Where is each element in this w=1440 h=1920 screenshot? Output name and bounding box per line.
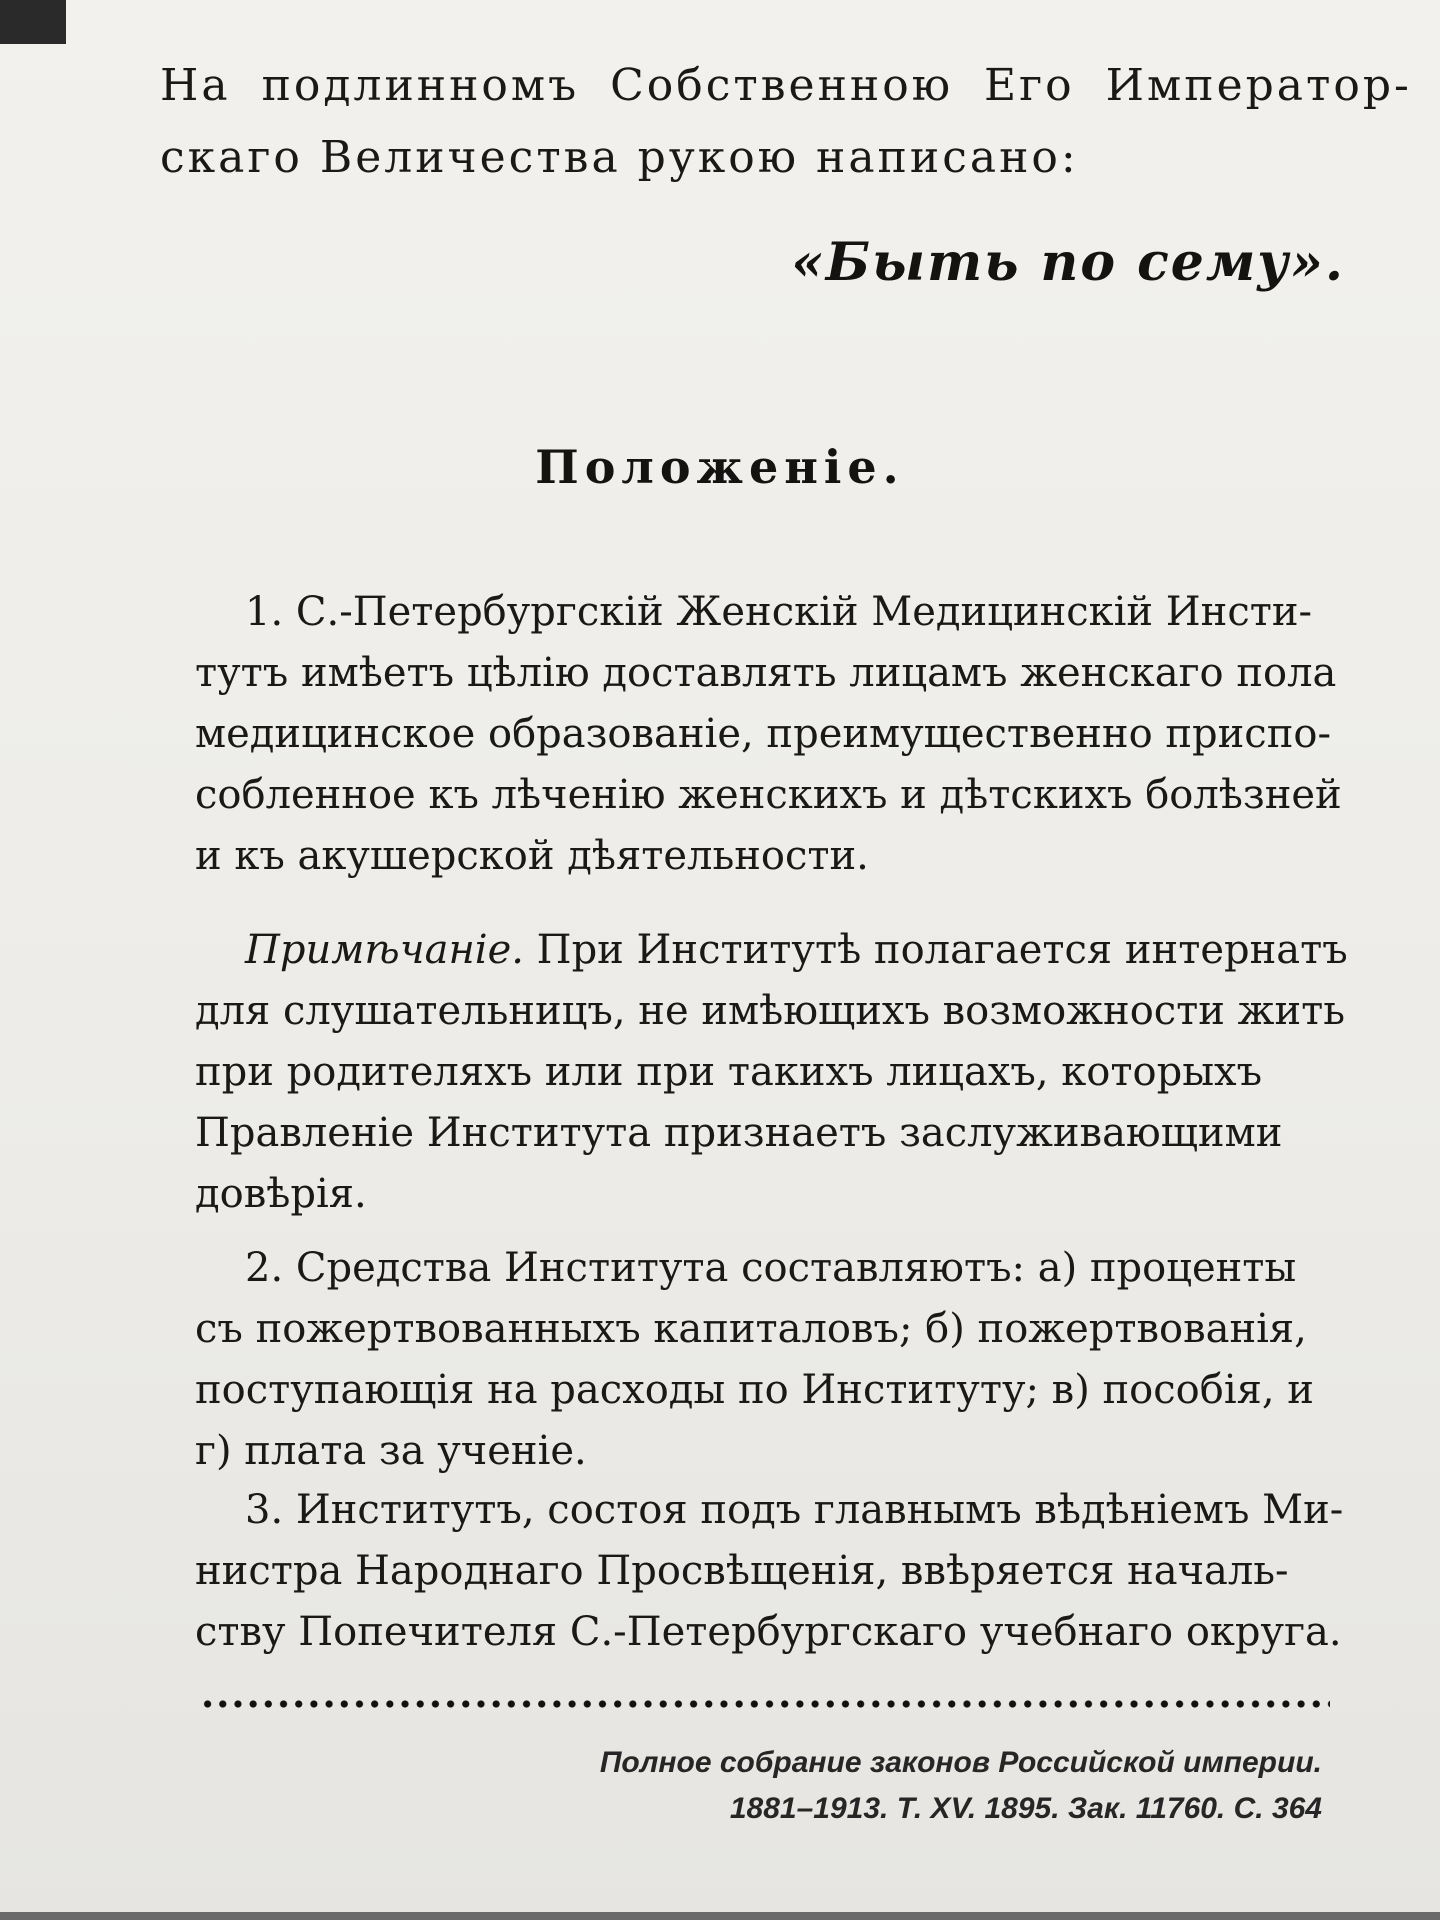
paragraph-2-line: 2. Средства Института составляютъ: а) проценты bbox=[245, 1245, 1297, 1291]
header-text bbox=[160, 50, 1412, 194]
note-paragraph bbox=[195, 920, 1370, 1225]
note-first-line bbox=[195, 920, 1370, 981]
paragraph-2 bbox=[195, 1238, 1370, 1482]
paragraph-1-line: медицинское образованіе, преимущественно приспо- bbox=[195, 711, 1331, 757]
paragraph-2-line: съ пожертвованныхъ капиталовъ; б) пожертвованія, bbox=[195, 1306, 1307, 1352]
corner-mark bbox=[0, 0, 66, 44]
paragraph-1-line: тутъ имѣетъ цѣлію доставлять лицамъ женскаго пола bbox=[195, 650, 1337, 696]
header-line-1: На подлинномъ Собственною Его Император- bbox=[160, 60, 1412, 111]
paragraph-1-line: 1. С.-Петербургскій Женскій Медицинскій Инсти- bbox=[245, 589, 1313, 635]
dotted-separator bbox=[200, 1698, 1330, 1710]
paragraph-3 bbox=[195, 1480, 1370, 1663]
paragraph-3-line: 3. Институтъ, состоя подъ главнымъ вѣдѣніемъ Ми- bbox=[245, 1487, 1344, 1533]
paragraph-3-line: ству Попечителя С.-Петербургскаго учебнаго округа. bbox=[195, 1609, 1342, 1655]
source-line-1: Полное собрание законов Российской империи. bbox=[599, 1746, 1322, 1779]
paragraph-1 bbox=[195, 582, 1370, 887]
bottom-edge bbox=[0, 1912, 1440, 1920]
note-line: для слушательницъ, не имѣющихъ возможности жить bbox=[195, 988, 1346, 1034]
header-line-2: скаго Величества рукою написано: bbox=[160, 132, 1079, 183]
paragraph-3-line: нистра Народнаго Просвѣщенія, ввѣряется началь- bbox=[195, 1548, 1289, 1594]
note-label: Примѣчаніе. bbox=[245, 927, 524, 973]
note-line: при родителяхъ или при такихъ лицахъ, которыхъ bbox=[195, 1049, 1263, 1095]
paragraph-2-line: г) плата за ученіе. bbox=[195, 1428, 587, 1474]
note-first-line-text: При Институтѣ полагается интернатъ bbox=[523, 927, 1348, 973]
paragraph-2-line: поступающія на расходы по Институту; в) пособія, и bbox=[195, 1367, 1314, 1413]
paragraph-1-line: собленное къ лѣченію женскихъ и дѣтскихъ болѣзней bbox=[195, 772, 1342, 818]
source-line-2: 1881–1913. Т. XV. 1895. Зак. 11760. С. 364 bbox=[729, 1792, 1322, 1825]
note-line: Правленіе Института признаетъ заслуживающими bbox=[195, 1110, 1283, 1156]
paragraph-1-line: и къ акушерской дѣятельности. bbox=[195, 833, 869, 879]
note-line: довѣрія. bbox=[195, 1171, 367, 1217]
imperial-resolution: «Быть по сему». bbox=[791, 232, 1345, 293]
source-citation bbox=[600, 1740, 1322, 1832]
document-title: Положеніе. bbox=[535, 440, 905, 494]
